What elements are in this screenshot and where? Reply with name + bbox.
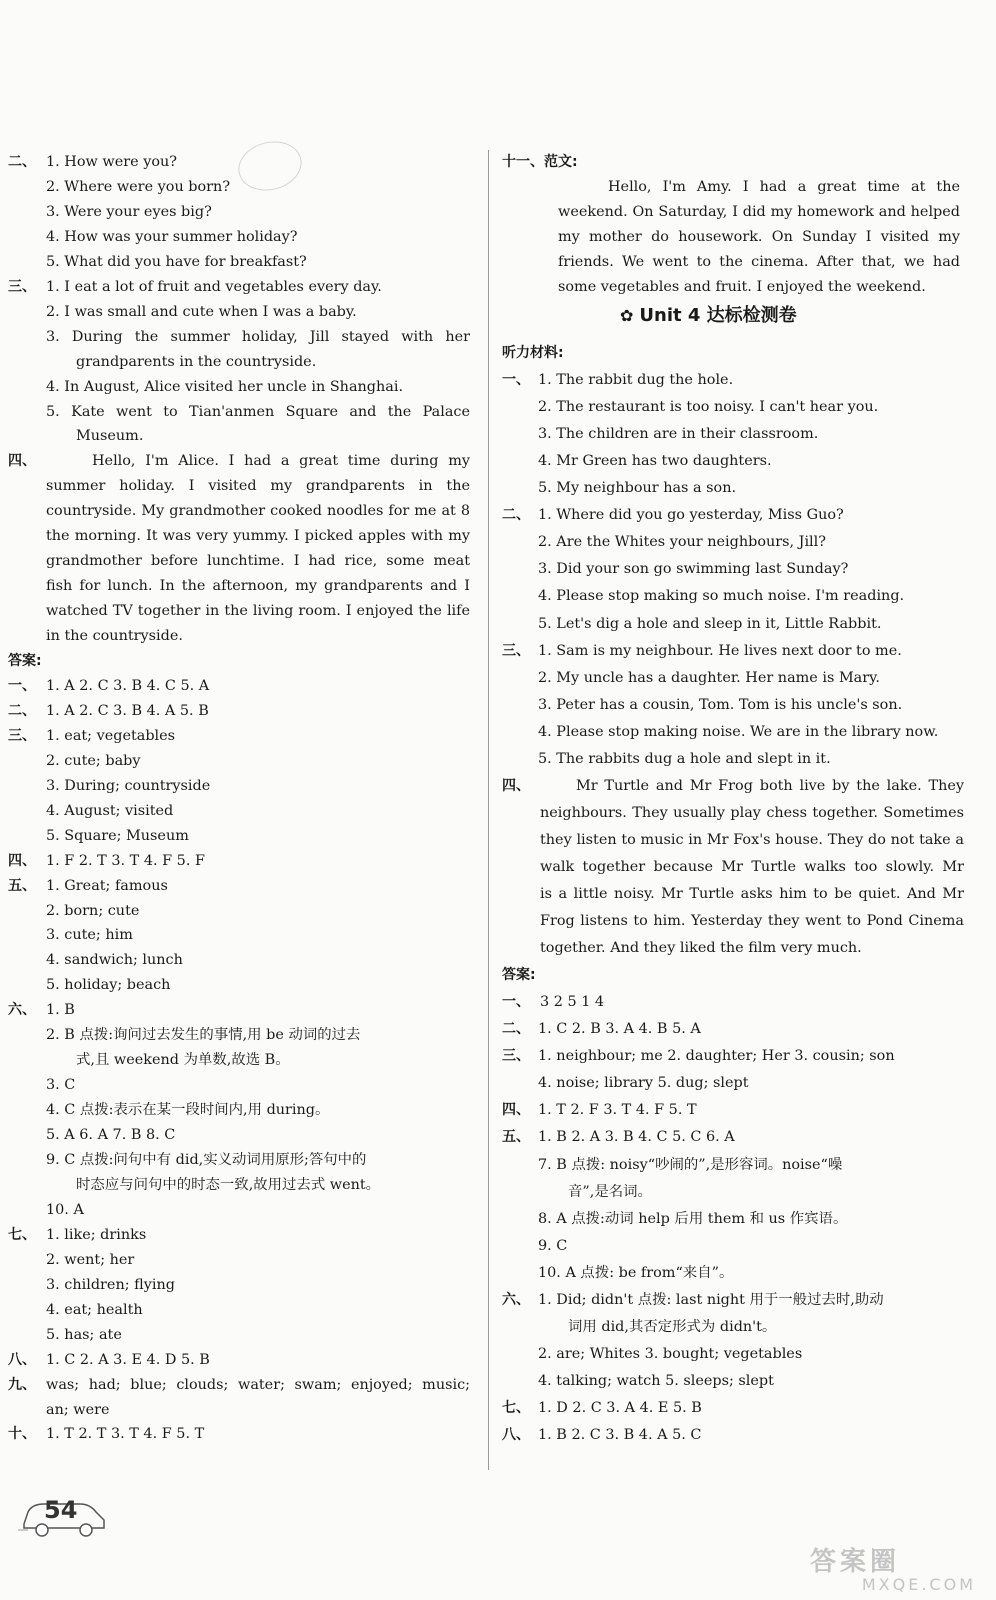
section-number: 一、 bbox=[8, 677, 36, 694]
section-number: 七、 bbox=[8, 1226, 36, 1243]
answer-line: 1. B 2. C 3. B 4. A 5. C bbox=[538, 1427, 702, 1443]
section-number: 三、 bbox=[502, 642, 530, 659]
answer-line: 3. During; countryside bbox=[46, 777, 211, 794]
answer-line: 音”,是名词。 bbox=[568, 1183, 652, 1200]
answer-line: 1. D 2. C 3. A 4. E 5. B bbox=[538, 1399, 702, 1416]
section-number: 二、 bbox=[8, 702, 36, 719]
answer-line: 3. During the summer holiday, Jill stayed with her bbox=[46, 328, 470, 345]
section-number: 二、 bbox=[8, 154, 36, 170]
answer-line: 1. A 2. C 3. B 4. A 5. B bbox=[46, 702, 209, 719]
paragraph-line: Mr Turtle and Mr Frog both live by the lake. They bbox=[576, 777, 964, 794]
paragraph-line: together. And they liked the film very much. bbox=[540, 940, 862, 957]
answer-line: 2. I was small and cute when I was a baby. bbox=[46, 303, 357, 320]
answer-line: 4. talking; watch 5. sleeps; slept bbox=[538, 1372, 774, 1389]
answer-line: 5. A 6. A 7. B 8. C bbox=[46, 1127, 176, 1144]
section-number: 八、 bbox=[8, 1351, 36, 1368]
answer-line: 9. C 点拨:问句中有 did,实义动词用原形;答句中的 bbox=[46, 1152, 367, 1168]
answer-line: 1. eat; vegetables bbox=[46, 727, 176, 744]
section-number: 四、 bbox=[502, 777, 530, 794]
watermark-title: 答案圈 bbox=[810, 1547, 901, 1577]
section-heading: 答案: bbox=[502, 967, 536, 984]
answer-line: 词用 did,其否定形式为 didn't。 bbox=[568, 1318, 777, 1335]
paragraph-line: summer holiday. I visited my grandparents in the bbox=[46, 478, 470, 495]
answer-line: 5. Square; Museum bbox=[46, 827, 189, 844]
answer-line: 9. C bbox=[538, 1237, 568, 1254]
section-number: 四、 bbox=[8, 852, 36, 869]
page-number: 54 bbox=[44, 1496, 78, 1524]
section-number: 十、 bbox=[8, 1426, 36, 1443]
answer-line: 2. The restaurant is too noisy. I can't hear you. bbox=[538, 399, 879, 416]
answer-line: 2. Where were you born? bbox=[46, 178, 231, 195]
paragraph-line: the morning. It was very yummy. I picked apples with my bbox=[46, 528, 470, 545]
section-number: 三、 bbox=[8, 727, 36, 744]
answer-line: 2. B 点拨:询问过去发生的事情,用 be 动词的过去 bbox=[46, 1027, 361, 1044]
paragraph-line: neighbours. They usually play chess together. Sometimes bbox=[540, 804, 964, 821]
section-number: 一、 bbox=[502, 372, 530, 389]
answer-line: 1. like; drinks bbox=[46, 1226, 147, 1243]
answer-line: 1. Where did you go yesterday, Miss Guo? bbox=[538, 507, 844, 524]
answer-line: 2. are; Whites 3. bought; vegetables bbox=[538, 1345, 803, 1362]
essay-line: Hello, I'm Amy. I had a great time at the bbox=[608, 179, 960, 195]
answer-line: 4. noise; library 5. dug; slept bbox=[538, 1075, 749, 1092]
answer-line: 4. eat; health bbox=[46, 1301, 143, 1318]
answer-line: 1. B 2. A 3. B 4. C 5. C 6. A bbox=[538, 1129, 735, 1146]
answer-line: 4. Please stop making so much noise. I'm reading. bbox=[538, 588, 905, 605]
answer-line: 1. C 2. B 3. A 4. B 5. A bbox=[538, 1021, 701, 1038]
answer-line: 1. F 2. T 3. T 4. F 5. F bbox=[46, 852, 205, 869]
answer-line: 4. August; visited bbox=[46, 802, 174, 819]
answer-line: 3. C bbox=[46, 1077, 76, 1094]
answer-line: 1. T 2. F 3. T 4. F 5. T bbox=[538, 1102, 697, 1119]
answer-line: 2. My uncle has a daughter. Her name is Mary. bbox=[538, 669, 880, 686]
answer-line: 1. I eat a lot of fruit and vegetables every day. bbox=[46, 278, 382, 295]
column-divider bbox=[488, 150, 489, 1470]
paragraph-line: they listen to music in Mr Fox's house. They do not take a bbox=[540, 831, 964, 848]
answer-line: 10. A 点拨: be from“来自”。 bbox=[538, 1264, 734, 1281]
answer-line: 3. The children are in their classroom. bbox=[538, 426, 819, 443]
watermark bbox=[810, 1548, 990, 1598]
section-number: 五、 bbox=[502, 1129, 530, 1146]
answer-line: 1. C 2. A 3. E 4. D 5. B bbox=[46, 1351, 210, 1368]
paragraph-line: walk together because Mr Turtle walks too slowly. Mr bbox=[540, 858, 964, 875]
answer-line: 1. How were you? bbox=[46, 154, 177, 170]
answer-line: 1. neighbour; me 2. daughter; Her 3. cousin; son bbox=[538, 1048, 895, 1065]
section-number: 二、 bbox=[502, 1021, 530, 1038]
section-number: 四、 bbox=[8, 453, 36, 470]
paragraph-line: is a little noisy. Mr Turtle asks him to be quiet. And Mr bbox=[540, 886, 964, 902]
section-number: 四、 bbox=[502, 1102, 530, 1119]
unit-title bbox=[620, 304, 797, 328]
essay-line: weekend. On Saturday, I did my homework and helped bbox=[558, 204, 960, 220]
answer-line: 1. The rabbit dug the hole. bbox=[538, 372, 734, 389]
answer-line: 5. Let's dig a hole and sleep in it, Little Rabbit. bbox=[538, 615, 882, 632]
section-number: 六、 bbox=[502, 1291, 530, 1308]
unit-title-text: Unit 4 达标检测卷 bbox=[639, 305, 797, 326]
section-number: 三、 bbox=[8, 278, 36, 295]
paragraph-line: an; were bbox=[46, 1401, 110, 1418]
section-number: 九、 bbox=[8, 1376, 36, 1393]
section-heading: 听力材料: bbox=[502, 345, 564, 361]
answer-line: 1. T 2. T 3. T 4. F 5. T bbox=[46, 1426, 205, 1443]
answer-line: 3. Were your eyes big? bbox=[46, 203, 212, 220]
answer-line: 5. The rabbits dug a hole and slept in it. bbox=[538, 750, 831, 767]
paragraph-line: Hello, I'm Alice. I had a great time during my bbox=[92, 453, 470, 470]
answer-line: 5. What did you have for breakfast? bbox=[46, 253, 307, 270]
essay-line: friends. We went to the cinema. After that, we had bbox=[558, 254, 960, 270]
answer-line: 2. went; her bbox=[46, 1251, 135, 1268]
page-number-badge bbox=[18, 1490, 110, 1540]
answer-line: 4. sandwich; lunch bbox=[46, 952, 183, 969]
paragraph-line: countryside. My grandmother cooked noodles for me at 8 bbox=[46, 503, 470, 520]
section-number: 五、 bbox=[8, 877, 36, 894]
answer-line: grandparents in the countryside. bbox=[76, 353, 317, 370]
answer-line: 1. A 2. C 3. B 4. C 5. A bbox=[46, 677, 210, 694]
answer-line: 4. In August, Alice visited her uncle in Shanghai. bbox=[46, 378, 404, 395]
answer-line: 5. My neighbour has a son. bbox=[538, 480, 737, 497]
answer-line: 10. A bbox=[46, 1201, 84, 1218]
answer-line: 3 2 5 1 4 bbox=[540, 994, 605, 1011]
paragraph-line: grandmother before lunchtime. I had rice, some meat bbox=[46, 553, 470, 570]
answer-line: 3. children; flying bbox=[46, 1276, 175, 1293]
answer-line: 5. has; ate bbox=[46, 1326, 122, 1343]
answer-line: 1. Great; famous bbox=[46, 877, 168, 894]
essay-label: 十一、范文: bbox=[502, 154, 578, 170]
section-number: 六、 bbox=[8, 1002, 36, 1019]
watermark-url: MXQE.COM bbox=[861, 1575, 976, 1594]
essay-line: some vegetables and fruit. I enjoyed the weekend. bbox=[558, 279, 926, 295]
paragraph-line: fish for lunch. In the afternoon, my grandparents and I bbox=[46, 578, 470, 595]
decorative-stamp bbox=[233, 135, 307, 197]
section-number: 七、 bbox=[502, 1399, 530, 1416]
paragraph-line: Frog listens to him. Yesterday they went to Pond Cinema bbox=[540, 913, 964, 930]
answer-line: 4. Mr Green has two daughters. bbox=[538, 453, 772, 470]
section-number: 八、 bbox=[502, 1427, 530, 1443]
answer-line: 1. B bbox=[46, 1002, 75, 1019]
answer-line: 7. B 点拨: noisy“吵闹的”,是形容词。noise“噪 bbox=[538, 1156, 843, 1173]
paragraph-line: watched TV together in the living room. I enjoyed the life bbox=[46, 603, 470, 620]
answer-line: 5. Kate went to Tian'anmen Square and the Palace bbox=[46, 403, 470, 420]
answer-line: Museum. bbox=[76, 428, 144, 445]
answer-line: 5. holiday; beach bbox=[46, 977, 171, 994]
answer-line: 时态应与问句中的时态一致,故用过去式 went。 bbox=[76, 1176, 381, 1193]
answer-line: 4. How was your summer holiday? bbox=[46, 228, 298, 245]
answer-line: 2. Are the Whites your neighbours, Jill? bbox=[538, 534, 826, 551]
answer-line: 3. Peter has a cousin, Tom. Tom is his uncle's son. bbox=[538, 696, 903, 713]
answer-line: 8. A 点拨:动词 help 后用 them 和 us 作宾语。 bbox=[538, 1210, 848, 1227]
answer-line: 式,且 weekend 为单数,故选 B。 bbox=[76, 1052, 290, 1069]
answer-line: 2. cute; baby bbox=[46, 752, 141, 769]
section-number: 三、 bbox=[502, 1048, 530, 1065]
answer-line: 4. C 点拨:表示在某一段时间内,用 during。 bbox=[46, 1102, 330, 1119]
section-number: 二、 bbox=[502, 507, 530, 524]
answer-line: 1. Sam is my neighbour. He lives next door to me. bbox=[538, 642, 902, 659]
paragraph-line: in the countryside. bbox=[46, 628, 183, 645]
answer-line: 3. cute; him bbox=[46, 927, 133, 944]
paw-icon: ✿ bbox=[620, 306, 634, 325]
answer-line: was; had; blue; clouds; water; swam; enjoyed; music; bbox=[46, 1376, 470, 1393]
answer-line: 1. Did; didn't 点拨: last night 用于一般过去时,助动 bbox=[538, 1291, 884, 1308]
answer-line: 2. born; cute bbox=[46, 902, 140, 919]
essay-line: my mother do housework. On Sunday I visited my bbox=[558, 229, 960, 245]
answer-line: 4. Please stop making noise. We are in the library now. bbox=[538, 723, 939, 740]
answer-line: 3. Did your son go swimming last Sunday? bbox=[538, 561, 849, 578]
section-heading: 答案: bbox=[8, 653, 42, 669]
section-number: 一、 bbox=[502, 994, 530, 1011]
